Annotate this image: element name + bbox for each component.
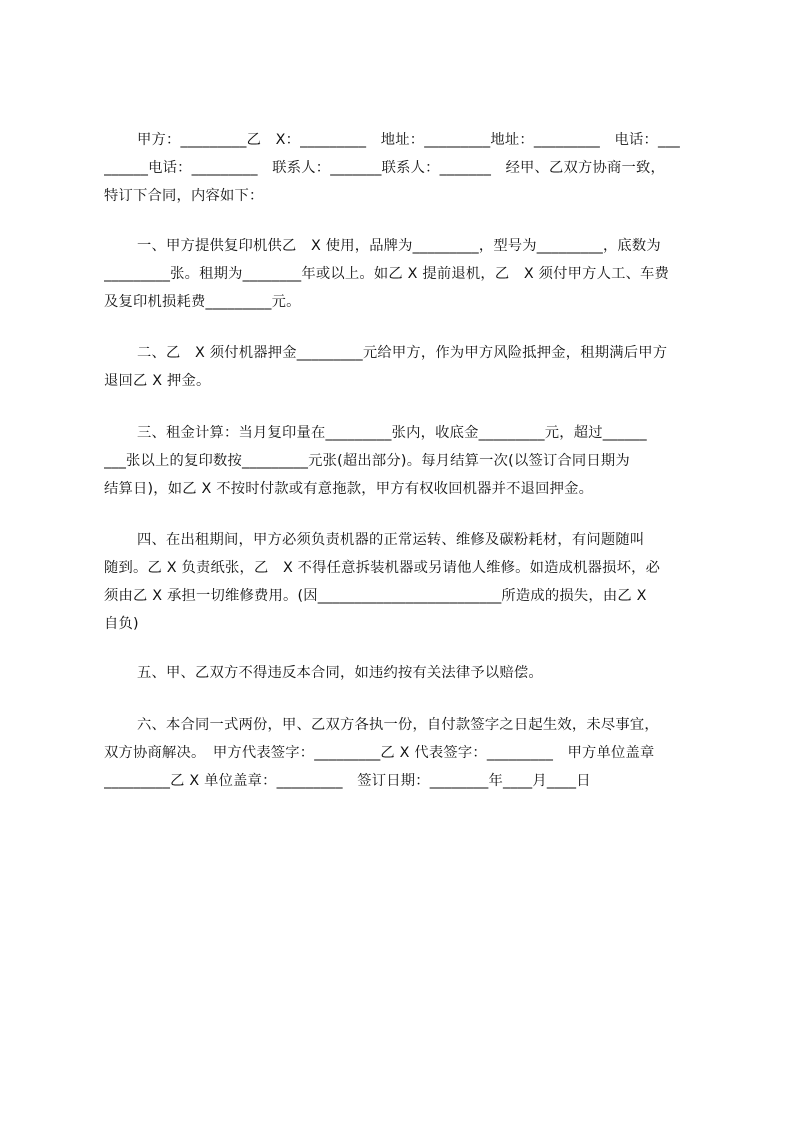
clause-4-line: 自负): [104, 616, 139, 632]
clause-6-line: 双方协商解决。 甲方代表签字：_________乙 X 代表签字：_________ 甲方单位盖章: [104, 745, 655, 761]
clause-6-line: _________乙 X 单位盖章：_________ 签订日期：________年____月____日: [104, 773, 591, 789]
clause-5: [104, 659, 698, 687]
clause-1: [104, 232, 698, 316]
clause-3-line: 三、租金计算：当月复印量在_________张内，收底金_________元，超过______: [137, 425, 647, 441]
clause-4: [104, 526, 698, 638]
clause-3: [104, 419, 698, 503]
clause-4-line: 四、在出租期间，甲方必须负责机器的正常运转、维修及碳粉耗材，有问题随叫: [137, 532, 645, 548]
clause-2-line: 退回乙 X 押金。: [104, 373, 211, 389]
header-paragraph: [104, 126, 698, 210]
clause-4-line: 随到。乙 X 负责纸张，乙 X 不得任意拆装机器或另请他人维修。如造成机器损坏，必: [104, 560, 661, 576]
header-line: 特订下合同，内容如下：: [104, 188, 264, 204]
clause-5-line: 五、甲、乙双方不得违反本合同，如违约按有关法律予以赔偿。: [137, 665, 543, 681]
clause-6-line: 六、本合同一式两份，甲、乙双方各执一份，自付款签字之日起生效，未尽事宜，: [137, 717, 659, 733]
clause-1-line: 及复印机损耗费_________元。: [104, 294, 301, 310]
clause-3-line: ___张以上的复印数按_________元张(超出部分)。每月结算一次(以签订合同日期为: [104, 453, 630, 469]
clause-4-line: 须由乙 X 承担一切维修费用。(因_________________________所造成的损失，由乙 X: [104, 588, 647, 604]
clause-2-line: 二、乙 X 须付机器押金_________元给甲方，作为甲方风险抵押金，租期满后甲方: [137, 345, 668, 361]
clause-6: [104, 711, 698, 795]
clause-3-line: 结算日)，如乙 X 不按时付款或有意拖款，甲方有权收回机器并不退回押金。: [104, 481, 594, 497]
header-line: ______电话：_________ 联系人：_______联系人：_______ 经甲、乙双方协商一致，: [104, 160, 666, 176]
clause-1-line: 一、甲方提供复印机供乙 X 使用，品牌为_________，型号为_________，底数为: [137, 238, 661, 254]
header-line: 甲方：_________乙 X：_________ 地址：_________地址：_________ 电话：___: [137, 132, 681, 148]
clause-1-line: _________张。租期为________年或以上。如乙 X 提前退机，乙 X 须付甲方人工、车费: [104, 266, 670, 282]
clause-2: [104, 339, 698, 395]
